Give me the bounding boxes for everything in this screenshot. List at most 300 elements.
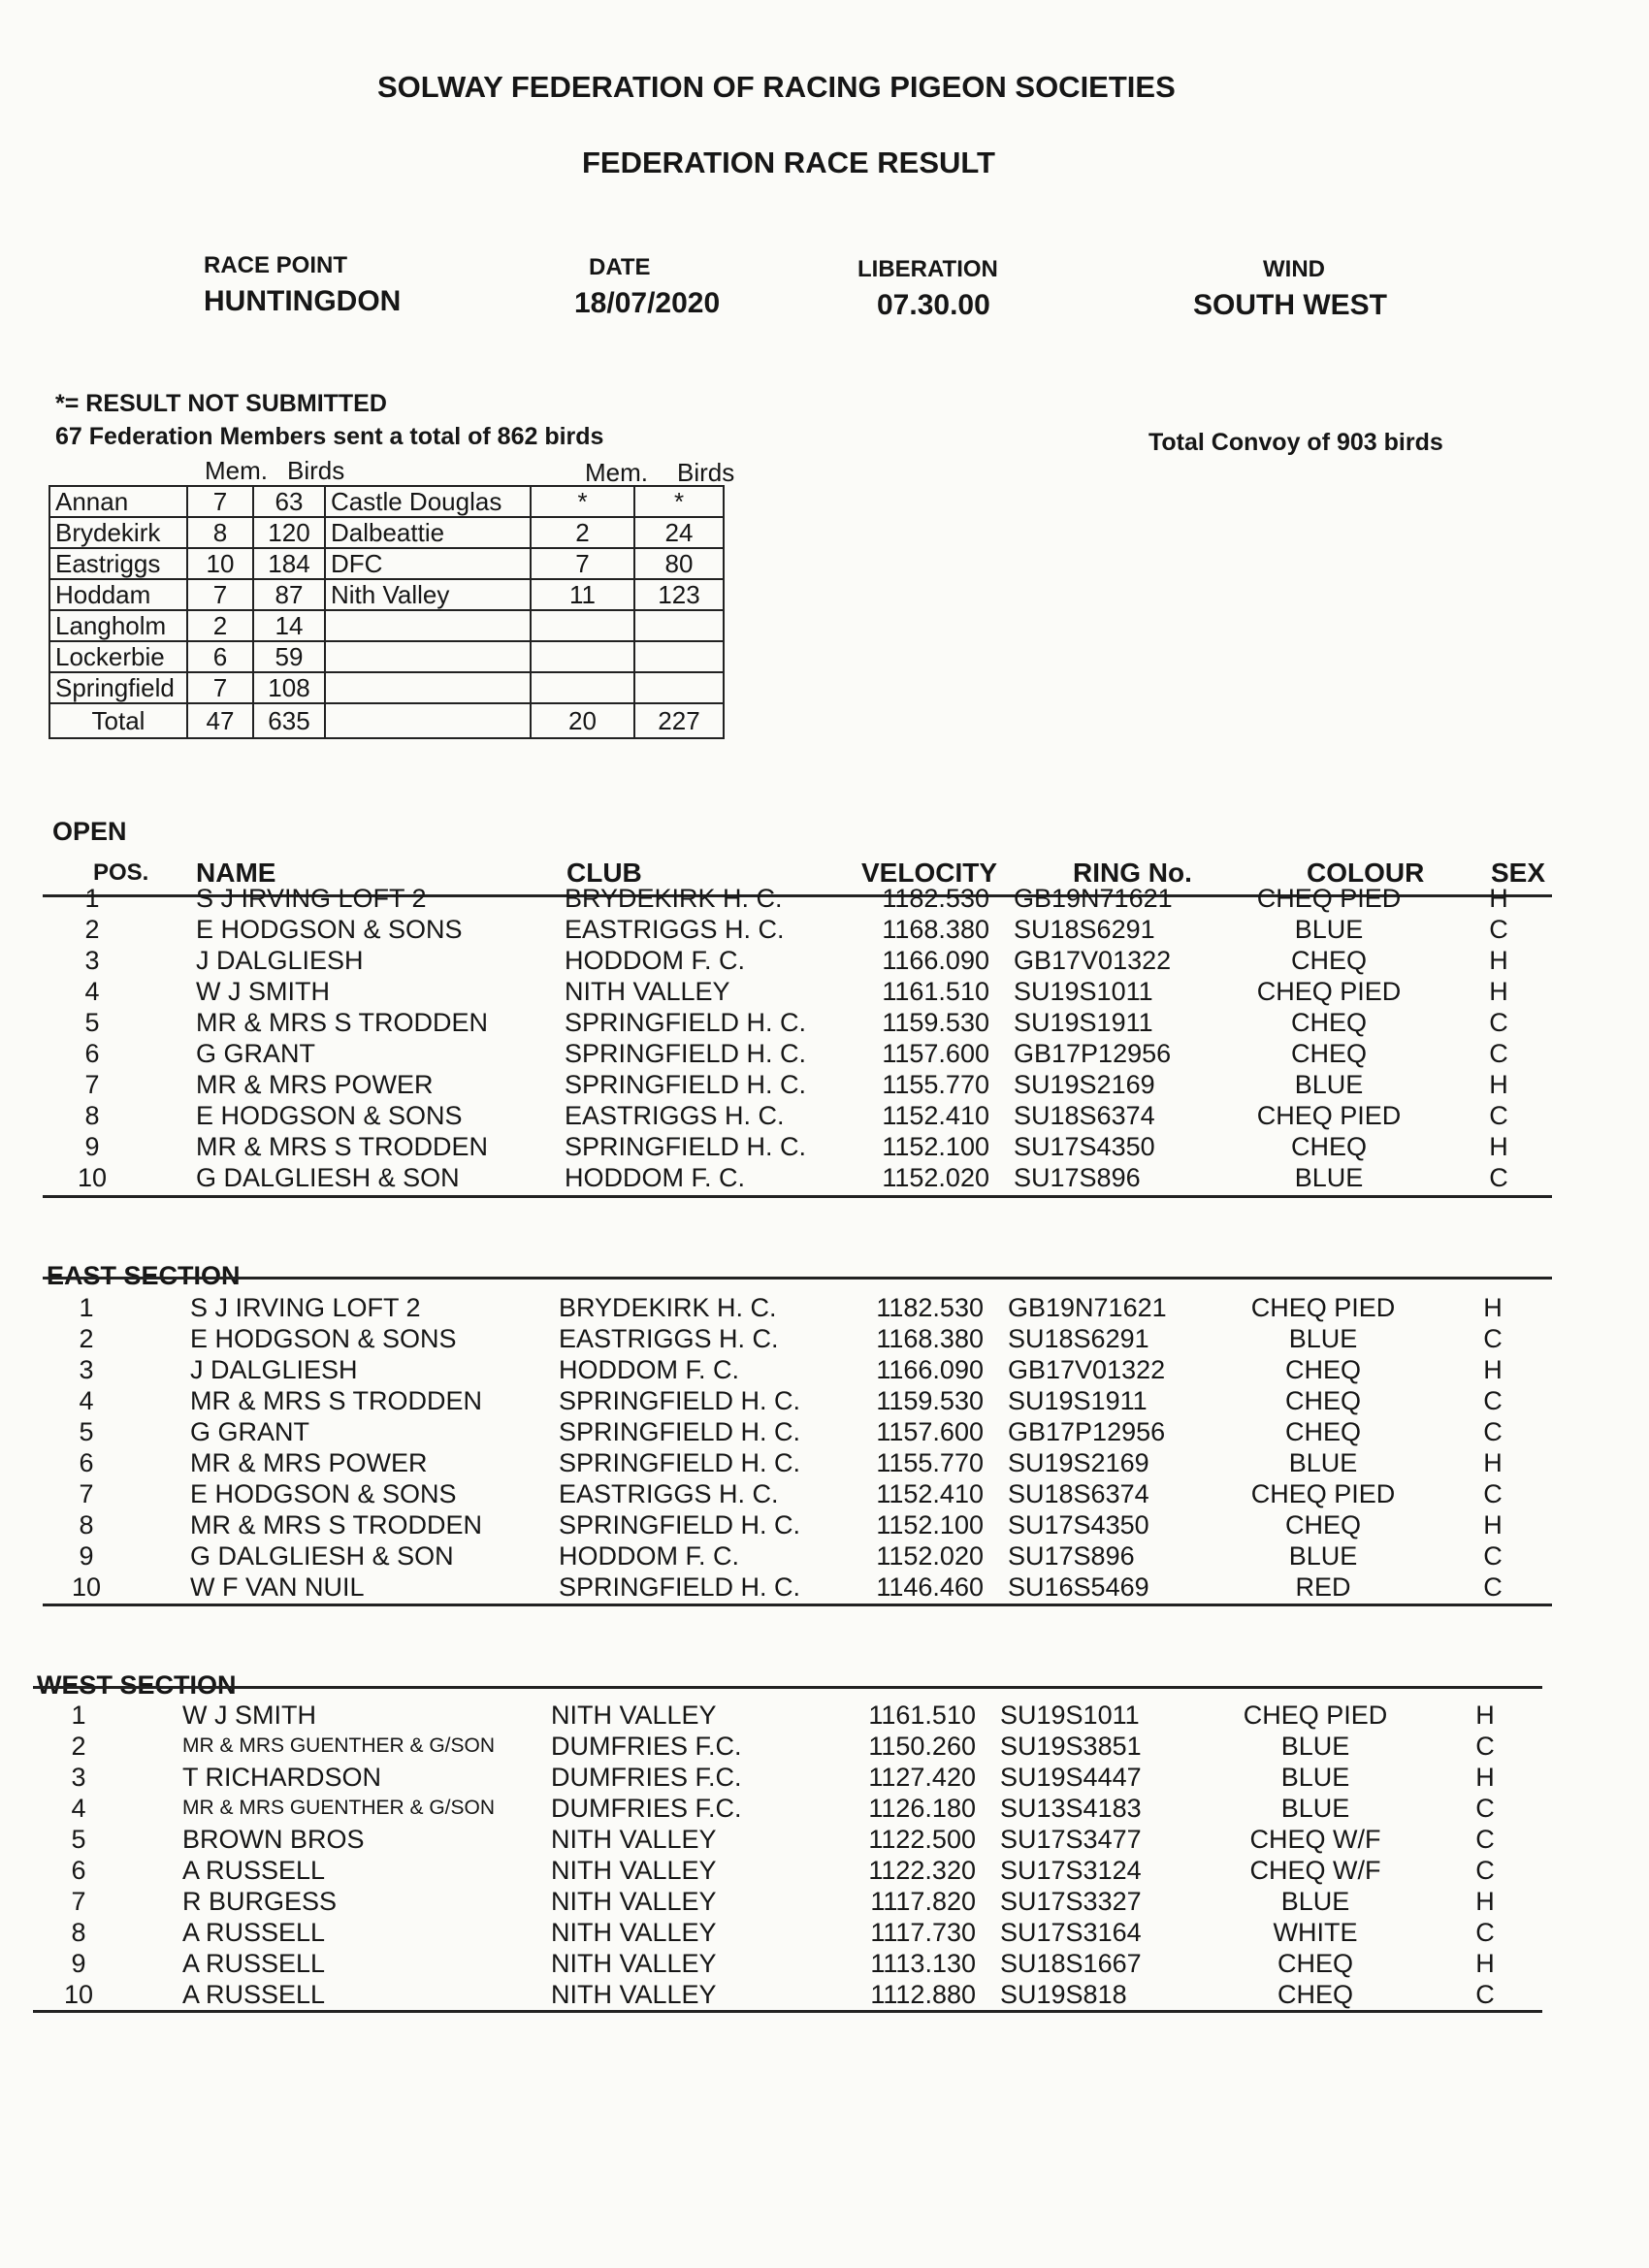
result-ring-number: SU17S896: [1014, 1163, 1141, 1192]
result-club: BRYDEKIRK H. C.: [565, 884, 783, 913]
result-velocity: 1152.410: [876, 1479, 984, 1508]
column-header-velocity: VELOCITY: [861, 858, 998, 888]
result-colour: BLUE: [1288, 1541, 1358, 1571]
summary-club2-cell: [325, 672, 531, 703]
result-velocity: 1152.020: [882, 1163, 989, 1192]
result-ring-number: SU19S2169: [1008, 1448, 1149, 1477]
summary-row: [49, 517, 724, 548]
race-point-value: HUNTINGDON: [204, 285, 402, 317]
result-row: [0, 1886, 1600, 1917]
page-subtitle: FEDERATION RACE RESULT: [582, 146, 995, 179]
result-row: [0, 1793, 1600, 1824]
section-top-divider: [33, 1686, 1542, 1689]
result-row: [0, 1478, 1600, 1509]
result-velocity: 1157.600: [882, 1039, 989, 1068]
result-name: MR & MRS S TRODDEN: [190, 1386, 483, 1415]
result-row: [0, 1700, 1600, 1731]
result-row: [0, 1162, 1600, 1193]
result-row: [0, 1292, 1600, 1323]
summary-mem-header: Mem.: [205, 456, 268, 485]
result-colour: BLUE: [1280, 1887, 1350, 1916]
result-row: [0, 1509, 1600, 1540]
result-ring-number: SU19S818: [1000, 1980, 1127, 2009]
summary-club2-cell: Nith Valley: [325, 579, 531, 610]
result-club: NITH VALLEY: [551, 1887, 717, 1916]
result-sex: C: [1475, 1825, 1495, 1854]
result-row: [0, 1385, 1600, 1416]
result-position: 1: [84, 884, 100, 913]
result-row: [0, 1416, 1600, 1447]
summary-club2-cell: DFC: [325, 548, 531, 579]
wind-label: WIND: [1263, 256, 1325, 282]
result-club: SPRINGFIELD H. C.: [565, 1008, 807, 1037]
column-header-colour: COLOUR: [1307, 858, 1425, 888]
result-colour: CHEQ: [1277, 1949, 1353, 1978]
summary-club-cell: Springfield: [49, 672, 187, 703]
result-sex: H: [1475, 1763, 1495, 1792]
result-colour: BLUE: [1294, 1070, 1364, 1099]
result-name: A RUSSELL: [182, 1918, 326, 1947]
summary-mem2-cell: [531, 610, 634, 641]
result-velocity: 1155.770: [876, 1448, 984, 1477]
result-colour: RED: [1295, 1572, 1351, 1602]
result-position: 10: [71, 1572, 102, 1602]
summary-birds-cell: 184: [253, 548, 325, 579]
summary-birds-cell: 87: [253, 579, 325, 610]
result-row: [0, 976, 1600, 1007]
result-velocity: 1157.600: [876, 1417, 984, 1446]
members-sent-note: 67 Federation Members sent a total of 862 birds: [55, 423, 604, 450]
summary-birds-cell: 14: [253, 610, 325, 641]
result-club: EASTRIGGS H. C.: [565, 1101, 785, 1130]
liberation-label: LIBERATION: [857, 256, 998, 282]
results-list: [0, 1700, 1600, 2010]
summary-club-cell: Eastriggs: [49, 548, 187, 579]
result-sex: C: [1483, 1541, 1503, 1571]
summary-mem2-cell: *: [531, 486, 634, 517]
result-name: MR & MRS GUENTHER & G/SON: [182, 1734, 496, 1757]
result-position: 3: [84, 946, 100, 975]
result-colour: CHEQ PIED: [1250, 1479, 1396, 1508]
result-row: [0, 1038, 1600, 1069]
result-sex: C: [1489, 1101, 1508, 1130]
result-position: 7: [84, 1070, 100, 1099]
summary-birds-cell: 63: [253, 486, 325, 517]
result-position: 3: [79, 1355, 94, 1384]
results-list: [0, 1292, 1600, 1603]
result-row: [0, 1447, 1600, 1478]
result-colour: CHEQ PIED: [1250, 1293, 1396, 1322]
result-colour: CHEQ: [1290, 1132, 1367, 1161]
result-sex: H: [1483, 1355, 1503, 1384]
result-velocity: 1152.410: [882, 1101, 989, 1130]
page-title: SOLWAY FEDERATION OF RACING PIGEON SOCIETIES: [377, 70, 1176, 104]
result-ring-number: SU17S3327: [1000, 1887, 1142, 1916]
result-velocity: 1112.880: [870, 1980, 976, 2009]
result-club: NITH VALLEY: [551, 1701, 717, 1730]
result-name: G DALGLIESH & SON: [196, 1163, 460, 1192]
result-colour: CHEQ: [1290, 1039, 1367, 1068]
result-name: MR & MRS S TRODDEN: [196, 1008, 489, 1037]
column-header-sex: SEX: [1491, 858, 1546, 888]
summary-row: [49, 579, 724, 610]
result-club: SPRINGFIELD H. C.: [565, 1070, 807, 1099]
result-colour: CHEQ: [1290, 946, 1367, 975]
result-club: DUMFRIES F.C.: [551, 1794, 742, 1823]
summary-birds2-cell: [634, 672, 724, 703]
summary-mem-cell: 8: [187, 517, 253, 548]
result-sex: H: [1475, 1701, 1495, 1730]
summary-birds-cell: 108: [253, 672, 325, 703]
summary-total-empty: [325, 703, 531, 738]
result-colour: WHITE: [1273, 1918, 1358, 1947]
result-club: SPRINGFIELD H. C.: [565, 1039, 807, 1068]
result-row: [0, 1323, 1600, 1354]
result-ring-number: GB17V01322: [1014, 946, 1172, 975]
result-club: HODDOM F. C.: [559, 1541, 739, 1571]
result-ring-number: SU19S1911: [1008, 1386, 1148, 1415]
result-colour: BLUE: [1288, 1448, 1358, 1477]
summary-row: [49, 672, 724, 703]
result-name: W F VAN NUIL: [190, 1572, 365, 1602]
result-velocity: 1182.530: [882, 884, 989, 913]
summary-row: [49, 548, 724, 579]
result-colour: CHEQ PIED: [1243, 1701, 1388, 1730]
result-position: 8: [79, 1510, 94, 1539]
result-colour: CHEQ PIED: [1256, 884, 1402, 913]
result-name: G GRANT: [196, 1039, 316, 1068]
result-ring-number: SU18S6374: [1014, 1101, 1155, 1130]
result-club: HODDOM F. C.: [559, 1355, 739, 1384]
section-title: WEST SECTION: [37, 1670, 237, 1700]
result-velocity: 1152.020: [876, 1541, 984, 1571]
result-ring-number: SU18S6291: [1014, 915, 1155, 944]
summary-row: [49, 610, 724, 641]
result-velocity: 1166.090: [882, 946, 989, 975]
result-club: SPRINGFIELD H. C.: [565, 1132, 807, 1161]
result-velocity: 1152.100: [882, 1132, 989, 1161]
result-sex: C: [1483, 1479, 1503, 1508]
result-colour: CHEQ: [1284, 1417, 1361, 1446]
summary-birds2-cell: 80: [634, 548, 724, 579]
result-club: SPRINGFIELD H. C.: [559, 1386, 801, 1415]
summary-total-mem2: 20: [531, 703, 634, 738]
result-row: [0, 1731, 1600, 1762]
wind-value: SOUTH WEST: [1193, 289, 1387, 321]
result-sex: H: [1489, 977, 1508, 1006]
result-position: 10: [77, 1163, 108, 1192]
result-row: [0, 945, 1600, 976]
result-position: 9: [84, 1132, 100, 1161]
result-position: 9: [79, 1541, 94, 1571]
summary-mem-cell: 7: [187, 486, 253, 517]
summary-mem2-cell: [531, 641, 634, 672]
result-name: MR & MRS GUENTHER & G/SON: [182, 1797, 496, 1819]
result-club: SPRINGFIELD H. C.: [559, 1572, 801, 1602]
result-name: J DALGLIESH: [190, 1355, 358, 1384]
result-position: 7: [79, 1479, 94, 1508]
result-row: [0, 1762, 1600, 1793]
result-club: DUMFRIES F.C.: [551, 1763, 742, 1792]
result-ring-number: SU18S6291: [1008, 1324, 1149, 1353]
result-velocity: 1126.180: [868, 1794, 976, 1823]
section-title: EAST SECTION: [47, 1261, 241, 1290]
result-velocity: 1168.380: [876, 1324, 984, 1353]
summary-mem-cell: 7: [187, 672, 253, 703]
result-name: T RICHARDSON: [182, 1763, 382, 1792]
result-position: 8: [71, 1918, 86, 1947]
result-name: MR & MRS S TRODDEN: [190, 1510, 483, 1539]
summary-mem2-header: Mem.: [585, 458, 648, 487]
result-position: 5: [84, 1008, 100, 1037]
summary-club2-cell: [325, 641, 531, 672]
section-top-divider: [43, 1277, 1552, 1280]
result-colour: CHEQ: [1284, 1510, 1361, 1539]
column-header-pos: POS.: [93, 859, 149, 886]
result-row: [0, 1948, 1600, 1979]
date-value: 18/07/2020: [574, 287, 721, 319]
result-row: [0, 1131, 1600, 1162]
result-ring-number: SU17S3477: [1000, 1825, 1142, 1854]
result-colour: BLUE: [1288, 1324, 1358, 1353]
result-ring-number: SU19S2169: [1014, 1070, 1155, 1099]
result-row: [0, 1824, 1600, 1855]
result-ring-number: GB17P12956: [1014, 1039, 1172, 1068]
summary-birds-cell: 120: [253, 517, 325, 548]
result-ring-number: SU18S1667: [1000, 1949, 1142, 1978]
result-sex: C: [1475, 1794, 1495, 1823]
result-sex: H: [1475, 1949, 1495, 1978]
result-colour: BLUE: [1294, 915, 1364, 944]
summary-club-cell: Lockerbie: [49, 641, 187, 672]
result-row: [0, 1571, 1600, 1603]
not-submitted-note: *= RESULT NOT SUBMITTED: [55, 390, 387, 417]
result-velocity: 1113.130: [870, 1949, 976, 1978]
result-position: 6: [79, 1448, 94, 1477]
result-ring-number: SU18S6374: [1008, 1479, 1149, 1508]
result-name: A RUSSELL: [182, 1856, 326, 1885]
result-position: 10: [63, 1980, 94, 2009]
result-velocity: 1127.420: [868, 1763, 976, 1792]
result-sex: H: [1475, 1887, 1495, 1916]
result-club: EASTRIGGS H. C.: [559, 1324, 779, 1353]
result-name: BROWN BROS: [182, 1825, 365, 1854]
result-ring-number: GB19N71621: [1008, 1293, 1167, 1322]
result-sex: C: [1489, 915, 1508, 944]
result-position: 7: [71, 1887, 86, 1916]
summary-club-cell: Annan: [49, 486, 187, 517]
result-position: 6: [84, 1039, 100, 1068]
summary-total-mem: 47: [187, 703, 253, 738]
result-sex: H: [1489, 884, 1508, 913]
result-name: G DALGLIESH & SON: [190, 1541, 454, 1571]
summary-club2-cell: [325, 610, 531, 641]
summary-club2-cell: Dalbeattie: [325, 517, 531, 548]
result-club: NITH VALLEY: [551, 1918, 717, 1947]
result-position: 1: [79, 1293, 94, 1322]
liberation-value: 07.30.00: [877, 289, 990, 321]
summary-birds2-cell: 123: [634, 579, 724, 610]
result-colour: CHEQ: [1284, 1355, 1361, 1384]
result-name: E HODGSON & SONS: [196, 1101, 463, 1130]
result-ring-number: SU13S4183: [1000, 1794, 1142, 1823]
result-club: HODDOM F. C.: [565, 946, 745, 975]
section-title: OPEN: [52, 817, 127, 846]
column-header-ring: RING No.: [1073, 858, 1192, 888]
result-club: EASTRIGGS H. C.: [565, 915, 785, 944]
result-sex: C: [1483, 1386, 1503, 1415]
result-colour: CHEQ: [1290, 1008, 1367, 1037]
result-velocity: 1168.380: [882, 915, 989, 944]
result-colour: BLUE: [1280, 1794, 1350, 1823]
result-position: 4: [84, 977, 100, 1006]
section-bottom-divider: [33, 2010, 1542, 2013]
summary-mem-cell: 10: [187, 548, 253, 579]
result-sex: H: [1489, 1132, 1508, 1161]
result-position: 2: [71, 1732, 86, 1761]
result-sex: C: [1483, 1324, 1503, 1353]
result-ring-number: SU17S3164: [1000, 1918, 1142, 1947]
summary-birds-cell: 59: [253, 641, 325, 672]
summary-club-cell: Hoddam: [49, 579, 187, 610]
result-velocity: 1159.530: [876, 1386, 984, 1415]
result-velocity: 1122.500: [868, 1825, 976, 1854]
result-ring-number: SU17S3124: [1000, 1856, 1142, 1885]
result-sex: H: [1483, 1448, 1503, 1477]
result-velocity: 1117.730: [870, 1918, 976, 1947]
result-ring-number: SU19S1911: [1014, 1008, 1153, 1037]
result-name: J DALGLIESH: [196, 946, 364, 975]
result-sex: C: [1475, 1732, 1495, 1761]
result-club: SPRINGFIELD H. C.: [559, 1448, 801, 1477]
result-position: 5: [71, 1825, 86, 1854]
summary-total-label: Total: [49, 703, 187, 738]
result-ring-number: SU19S1011: [1000, 1701, 1140, 1730]
summary-mem-cell: 6: [187, 641, 253, 672]
result-club: BRYDEKIRK H. C.: [559, 1293, 777, 1322]
result-velocity: 1166.090: [876, 1355, 984, 1384]
result-colour: BLUE: [1280, 1732, 1350, 1761]
result-name: S J IRVING LOFT 2: [190, 1293, 421, 1322]
result-velocity: 1161.510: [868, 1701, 976, 1730]
result-name: MR & MRS POWER: [190, 1448, 428, 1477]
result-row: [0, 1100, 1600, 1131]
result-position: 1: [71, 1701, 86, 1730]
result-ring-number: GB19N71621: [1014, 884, 1173, 913]
result-velocity: 1155.770: [882, 1070, 989, 1099]
result-name: A RUSSELL: [182, 1980, 326, 2009]
result-club: EASTRIGGS H. C.: [559, 1479, 779, 1508]
summary-mem2-cell: 11: [531, 579, 634, 610]
summary-club-cell: Langholm: [49, 610, 187, 641]
result-row: [0, 1917, 1600, 1948]
result-colour: CHEQ: [1284, 1386, 1361, 1415]
date-label: DATE: [589, 254, 651, 280]
result-sex: H: [1483, 1293, 1503, 1322]
result-name: G GRANT: [190, 1417, 310, 1446]
summary-mem2-cell: 2: [531, 517, 634, 548]
result-ring-number: SU16S5469: [1008, 1572, 1149, 1602]
club-summary-table: [48, 485, 725, 739]
result-club: NITH VALLEY: [565, 977, 730, 1006]
result-colour: CHEQ W/F: [1249, 1856, 1381, 1885]
result-velocity: 1152.100: [876, 1510, 984, 1539]
result-name: E HODGSON & SONS: [190, 1479, 457, 1508]
result-velocity: 1161.510: [882, 977, 989, 1006]
result-velocity: 1146.460: [876, 1572, 984, 1602]
summary-total-birds: 635: [253, 703, 325, 738]
column-header-name: NAME: [196, 858, 276, 888]
summary-birds2-header: Birds: [677, 458, 735, 487]
result-club: NITH VALLEY: [551, 1825, 717, 1854]
summary-row: [49, 486, 724, 517]
result-colour: BLUE: [1280, 1763, 1350, 1792]
summary-total-birds2: 227: [634, 703, 724, 738]
result-row: [0, 1979, 1600, 2010]
result-row: [0, 1540, 1600, 1571]
result-ring-number: SU17S896: [1008, 1541, 1135, 1571]
result-velocity: 1150.260: [868, 1732, 976, 1761]
summary-total-row: [49, 703, 724, 738]
result-colour: CHEQ: [1277, 1980, 1353, 2009]
result-club: DUMFRIES F.C.: [551, 1732, 742, 1761]
summary-birds2-cell: [634, 610, 724, 641]
race-point-label: RACE POINT: [204, 252, 348, 278]
result-club: HODDOM F. C.: [565, 1163, 745, 1192]
section-bottom-divider: [43, 1604, 1552, 1606]
result-name: R BURGESS: [182, 1887, 338, 1916]
result-velocity: 1117.820: [870, 1887, 976, 1916]
result-row: [0, 914, 1600, 945]
result-name: W J SMITH: [196, 977, 330, 1006]
result-name: W J SMITH: [182, 1701, 316, 1730]
result-ring-number: GB17V01322: [1008, 1355, 1166, 1384]
result-position: 4: [71, 1794, 86, 1823]
summary-mem-cell: 7: [187, 579, 253, 610]
result-name: S J IRVING LOFT 2: [196, 884, 427, 913]
summary-birds-header: Birds: [287, 456, 345, 485]
result-row: [0, 1354, 1600, 1385]
result-club: NITH VALLEY: [551, 1980, 717, 2009]
result-sex: C: [1475, 1856, 1495, 1885]
result-row: [0, 883, 1600, 914]
result-colour: CHEQ W/F: [1249, 1825, 1381, 1854]
result-name: A RUSSELL: [182, 1949, 326, 1978]
result-club: NITH VALLEY: [551, 1856, 717, 1885]
summary-club2-cell: Castle Douglas: [325, 486, 531, 517]
result-club: NITH VALLEY: [551, 1949, 717, 1978]
result-colour: BLUE: [1294, 1163, 1364, 1192]
result-position: 2: [79, 1324, 94, 1353]
result-ring-number: SU19S4447: [1000, 1763, 1142, 1792]
result-sex: C: [1483, 1572, 1503, 1602]
results-list: [0, 883, 1600, 1193]
summary-club-cell: Brydekirk: [49, 517, 187, 548]
result-ring-number: SU19S3851: [1000, 1732, 1142, 1761]
result-velocity: 1122.320: [868, 1856, 976, 1885]
result-sex: H: [1489, 1070, 1508, 1099]
result-row: [0, 1007, 1600, 1038]
result-position: 9: [71, 1949, 86, 1978]
result-ring-number: GB17P12956: [1008, 1417, 1166, 1446]
result-sex: C: [1483, 1417, 1503, 1446]
result-ring-number: SU19S1011: [1014, 977, 1153, 1006]
result-name: MR & MRS S TRODDEN: [196, 1132, 489, 1161]
result-sex: C: [1475, 1918, 1495, 1947]
result-row: [0, 1855, 1600, 1886]
result-sex: C: [1489, 1039, 1508, 1068]
result-sex: C: [1475, 1980, 1495, 2009]
